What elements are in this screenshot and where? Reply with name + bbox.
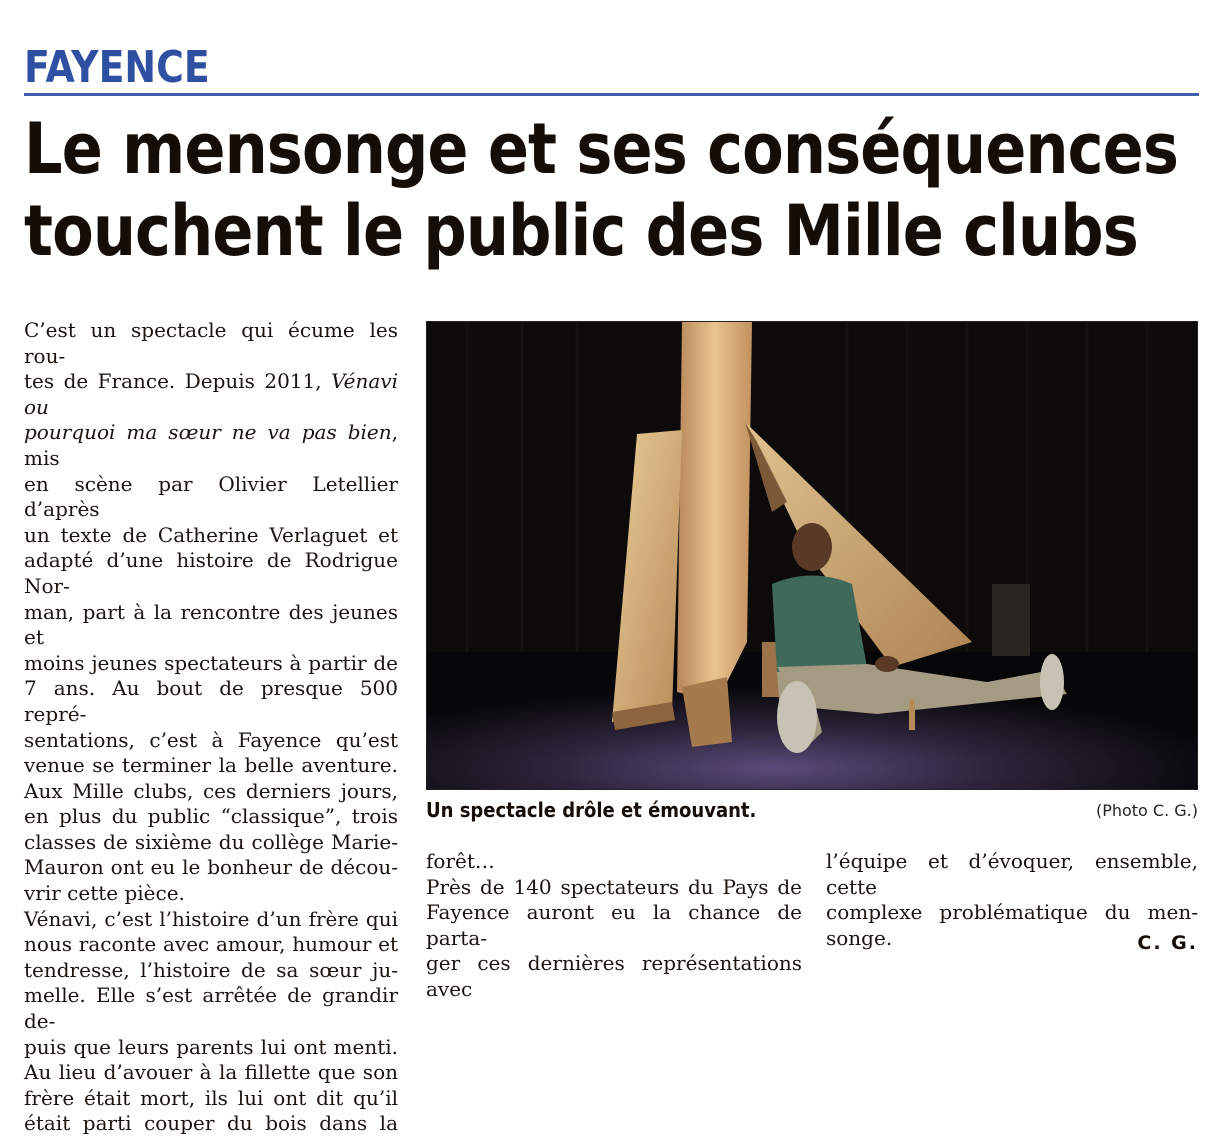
text-line: complexe problématique du men- <box>826 900 1198 925</box>
text-line: en scène par Olivier Letellier d’après <box>24 471 398 522</box>
text-line: tendresse, l’histoire de sa sœur ju- <box>24 957 398 982</box>
text-line: ger ces dernières représentations avec <box>426 951 802 1001</box>
article-column-2 <box>426 849 802 1003</box>
text-line: Aux Mille clubs, ces derniers jours, <box>24 778 398 803</box>
text-line: pourquoi ma sœur ne va pas bien, mis <box>24 420 398 470</box>
text-line: en plus du public “classique”, trois <box>24 804 398 829</box>
stage-photo <box>426 321 1198 790</box>
text-line: Près de 140 spectateurs du Pays de <box>426 874 802 899</box>
text-line: forêt… <box>426 849 495 873</box>
headline-line-2: touchent le public des Mille clubs <box>24 190 1138 272</box>
text-line: Mauron ont eu le bonheur de décou- <box>24 855 398 880</box>
text-line: tes de France. Depuis 2011, Vénavi ou <box>24 369 399 419</box>
section-label: FAYENCE <box>24 42 210 93</box>
text-line: melle. Elle s’est arrêtée de grandir de- <box>24 983 398 1034</box>
photo-caption: Un spectacle drôle et émouvant. <box>426 798 757 822</box>
text-line: moins jeunes spectateurs à partir de <box>24 650 398 675</box>
play-title-italic: Vénavi ou <box>24 369 399 419</box>
text-line: man, part à la rencontre des jeunes et <box>24 599 398 650</box>
photo-credit: (Photo C. G.) <box>1095 801 1198 820</box>
author-signature: C. G. <box>1137 932 1198 954</box>
section-rule <box>24 93 1199 96</box>
headline-line-1: Le mensonge et ses conséquences <box>24 108 1179 190</box>
text-line: sentations, c’est à Fayence qu’est <box>24 727 398 752</box>
text-line: frère était mort, ils lui ont dit qu’il <box>24 1085 398 1110</box>
text-line: venue se terminer la belle aventure. <box>24 753 398 778</box>
article-column-1 <box>24 318 398 1137</box>
stage-photo-illustration <box>427 322 1197 789</box>
text-line: adapté d’une histoire de Rodrigue Nor- <box>24 548 398 598</box>
text-line: Fayence auront eu la chance de parta- <box>426 900 802 950</box>
text-line: puis que leurs parents lui ont menti. <box>24 1034 398 1059</box>
text-line: nous raconte avec amour, humour et <box>24 932 398 957</box>
text-line: 7 ans. Au bout de presque 500 repré- <box>24 676 398 726</box>
text-line: Au lieu d’avouer à la fillette que son <box>24 1060 398 1085</box>
text-line: C’est un spectacle qui écume les rou- <box>24 318 398 368</box>
text-line: Vénavi, c’est l’histoire d’un frère qui <box>24 906 398 931</box>
text-line: l’équipe et d’évoquer, ensemble, cette <box>826 849 1198 899</box>
text-line: un texte de Catherine Verlaguet et <box>24 522 398 547</box>
headline <box>24 108 1224 272</box>
text-line: était parti couper du bois dans la <box>24 1111 398 1136</box>
text-line: songe. <box>826 925 893 950</box>
text-line: classes de sixième du collège Marie- <box>24 829 398 854</box>
text-line: vrir cette pièce. <box>24 881 185 906</box>
play-title-italic: pourquoi ma sœur ne va pas bien <box>24 420 392 445</box>
